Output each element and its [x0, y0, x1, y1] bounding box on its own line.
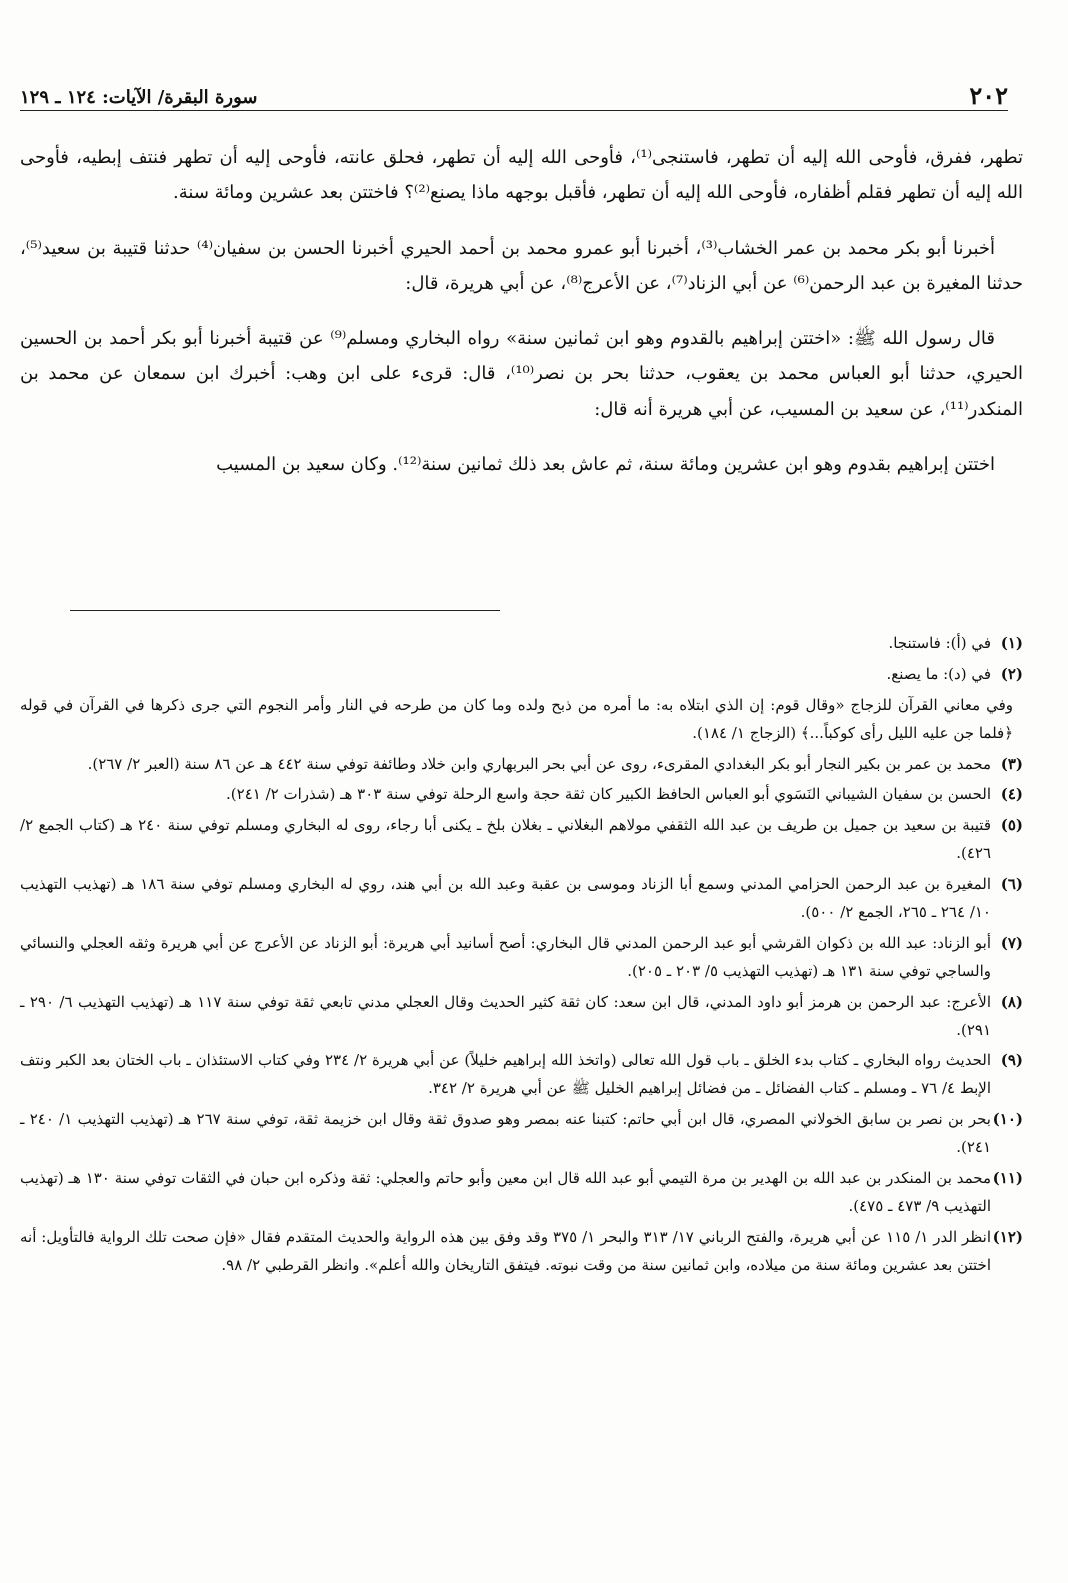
footnote-text: انظر الدر ١/ ١١٥ عن أبي هريرة، والفتح الرباني ١٧/ ٣١٣ والبحر ١/ ٣٧٥ وقد وفق بين هذه الرواية والحديث المتقدم فقال «فإن صحت تلك الرواية فالتأويل: أنه اختتن بعد عشرين ومائة سنة من ميلاده، وابن ثمانين سنة من وقت نبوته. فيتفق التاريخان والله أعلم». وانظر القرطبي ٢/ ٩٨. [20, 1227, 991, 1274]
footnote-text: المغيرة بن عبد الرحمن الحزامي المدني وسمع أبا الزناد وموسى بن عقبة وعبد الله بن أبي هند، روي له البخاري ومسلم توفي سنة ١٨٦ هـ (تهذيب التهذيب ١٠/ ٢٦٤ ـ ٢٦٥، الجمع ٢/ ٥٠٠). [20, 875, 991, 922]
footnote [20, 630, 1023, 658]
paragraph: قال رسول الله ﷺ: «اختتن إبراهيم بالقدوم وهو ابن ثمانين سنة» رواه البخاري ومسلم⁽⁹⁾ عن قتيبة أخبرنا أبو بكر أحمد بن الحسين الحيري، حدثنا أبو العباس محمد بن يعقوب، حدثنا بحر بن نصر⁽¹⁰⁾، قال: قرىء على ابن وهب: أخبرك ابن سمعان عن محمد بن المنكدر⁽¹¹⁾، عن سعيد بن المسيب، عن أبي هريرة أنه قال: [20, 328, 1023, 420]
footnote-text: الحسن بن سفيان الشيباني النَسَوي أبو العباس الحافظ الكبير كان ثقة حجة واسع الرحلة توفي سنة ٣٠٣ هـ (شذرات ٢/ ٢٤١). [226, 785, 991, 804]
footnote-continuation: وفي معاني القرآن للزجاج «وقال قوم: إن الذي ابتلاه به: ما أمره من ذبح ولده وما كان من طرحه في النار وأمر النجوم التي جرى ذكرها في القرآن في قوله ﴿فلما جن عليه الليل رأى كوكباً...﴾ (الزجاج ١/ ١٨٤). [20, 695, 1013, 742]
footnotes [20, 630, 1023, 1283]
footnote [20, 930, 1023, 986]
footnote [20, 989, 1023, 1045]
footnote-number: (١٠) [992, 1110, 1023, 1129]
footnote-number: (١) [1000, 634, 1023, 652]
footnote-number: (٢) [1000, 664, 1023, 683]
footnote-text: أبو الزناد: عبد الله بن ذكوان القرشي أبو عبد الرحمن المدني قال البخاري: أصح أسانيد أبي هريرة: أبو الزناد عن الأعرج عن أبي هريرة وثقه العجلي والنسائي والساجي توفي سنة ١٣١ هـ (تهذيب التهذيب ٥/ ٢٠٣ ـ ٢٠٥). [20, 933, 991, 980]
footnote-number: (٧) [1000, 933, 1023, 952]
footnote [20, 1047, 1023, 1103]
main-text [20, 140, 1023, 502]
footnote [20, 692, 1023, 748]
footnote-number: (٨) [1000, 992, 1023, 1011]
footnote [20, 751, 1023, 779]
paragraph: تطهر، ففرق، فأوحى الله إليه أن تطهر، فاستنجى⁽¹⁾، فأوحى الله إليه أن تطهر، فحلق عانته، فأوحى إليه أن تطهر فنتف إبطيه، فأوحى الله إليه أن تطهر فقلم أظفاره، فأوحى الله إليه أن تطهر، فأقبل بوجهه ماذا يصنع⁽²⁾؟ فاختتن بعد عشرين ومائة سنة. [20, 147, 1023, 204]
footnote-number: (٥) [1000, 816, 1023, 835]
footnote-separator [70, 610, 500, 611]
footnote-text: في (د): ما يصنع. [886, 664, 991, 683]
footnote [20, 871, 1023, 927]
footnote-number: (٦) [1000, 875, 1023, 894]
footnote-text: محمد بن عمر بن بكير النجار أبو بكر البغدادي المقرىء، روى عن أبي بحر البربهاري وابن خلاد وطائفة توفي سنة ٤٤٢ هـ عن ٨٦ سنة (العبر ٢/ ٢٦٧). [87, 754, 991, 773]
footnote [20, 812, 1023, 868]
footnote-text: في (أ): فاستنجا. [888, 634, 991, 652]
running-title: سورة البقرة/ الآيات: ١٢٤ ـ ١٢٩ [20, 87, 258, 109]
footnote [20, 1165, 1023, 1221]
footnote-text: بحر بن نصر بن سابق الخولاني المصري، قال ابن أبي حاتم: كتبنا عنه بمصر وهو صدوق ثقة وقال ابن خزيمة ثقة، توفي سنة ٢٦٧ هـ (تهذيب التهذيب ١/ ٢٤٠ ـ ٢٤١). [20, 1110, 991, 1157]
footnote-text: الحديث رواه البخاري ـ كتاب بدء الخلق ـ باب قول الله تعالى (واتخذ الله إبراهيم خليلاً) عن أبي هريرة ٢/ ٢٣٤ وفي كتاب الاستئذان ـ باب الختان بعد الكبر ونتف الإبط ٤/ ٧٦ ـ ومسلم ـ كتاب الفضائل ـ من فضائل إبراهيم الخليل ﷺ عن أبي هريرة ٢/ ٣٤٢. [20, 1051, 991, 1098]
footnote-number: (٩) [1000, 1051, 1023, 1070]
footnote-text: محمد بن المنكدر بن عبد الله بن الهدير بن مرة التيمي أبو عبد الله قال ابن معين وأبو حاتم والعجلي: ثقة وذكره ابن حبان في الثقات توفي سنة ١٣٠ هـ (تهذيب التهذيب ٩/ ٤٧٣ ـ ٤٧٥). [20, 1169, 991, 1215]
footnote [20, 1224, 1023, 1280]
footnote-number: (٤) [1000, 785, 1023, 804]
footnote [20, 781, 1023, 809]
footnote-number: (١٢) [992, 1227, 1023, 1246]
footnote-text: قتيبة بن سعيد بن جميل بن طريف بن عبد الله الثقفي مولاهم البغلاني ـ بغلان بلخ ـ يكنى أبا رجاء، روى له البخاري ومسلم توفي سنة ٢٤٠ هـ (كتاب الجمع ٢/ ٤٢٦). [20, 816, 991, 863]
footnote [20, 1106, 1023, 1162]
footnote-number: (٣) [1000, 754, 1023, 773]
paragraph: اختتن إبراهيم بقدوم وهو ابن عشرين ومائة سنة، ثم عاش بعد ذلك ثمانين سنة⁽¹²⁾. وكان سعيد بن المسيب [216, 453, 995, 475]
footnote [20, 661, 1023, 689]
paragraph: أخبرنا أبو بكر محمد بن عمر الخشاب⁽³⁾، أخبرنا أبو عمرو محمد بن أحمد الحيري أخبرنا الحسن بن سفيان⁽⁴⁾ حدثنا قتيبة بن سعيد⁽⁵⁾، حدثنا المغيرة بن عبد الرحمن⁽⁶⁾ عن أبي الزناد⁽⁷⁾، عن الأعرج⁽⁸⁾، عن أبي هريرة، قال: [20, 237, 1023, 294]
footnote-text: الأعرج: عبد الرحمن بن هرمز أبو داود المدني، قال ابن سعد: كان ثقة كثير الحديث وقال العجلي مدني تابعي ثقة توفي سنة ١١٧ هـ (تهذيب التهذيب ٦/ ٢٩٠ ـ ٢٩١). [20, 992, 991, 1039]
footnote-number: (١١) [992, 1169, 1023, 1188]
page-number: ٢٠٢ [969, 80, 1008, 110]
page-header [20, 80, 1008, 111]
